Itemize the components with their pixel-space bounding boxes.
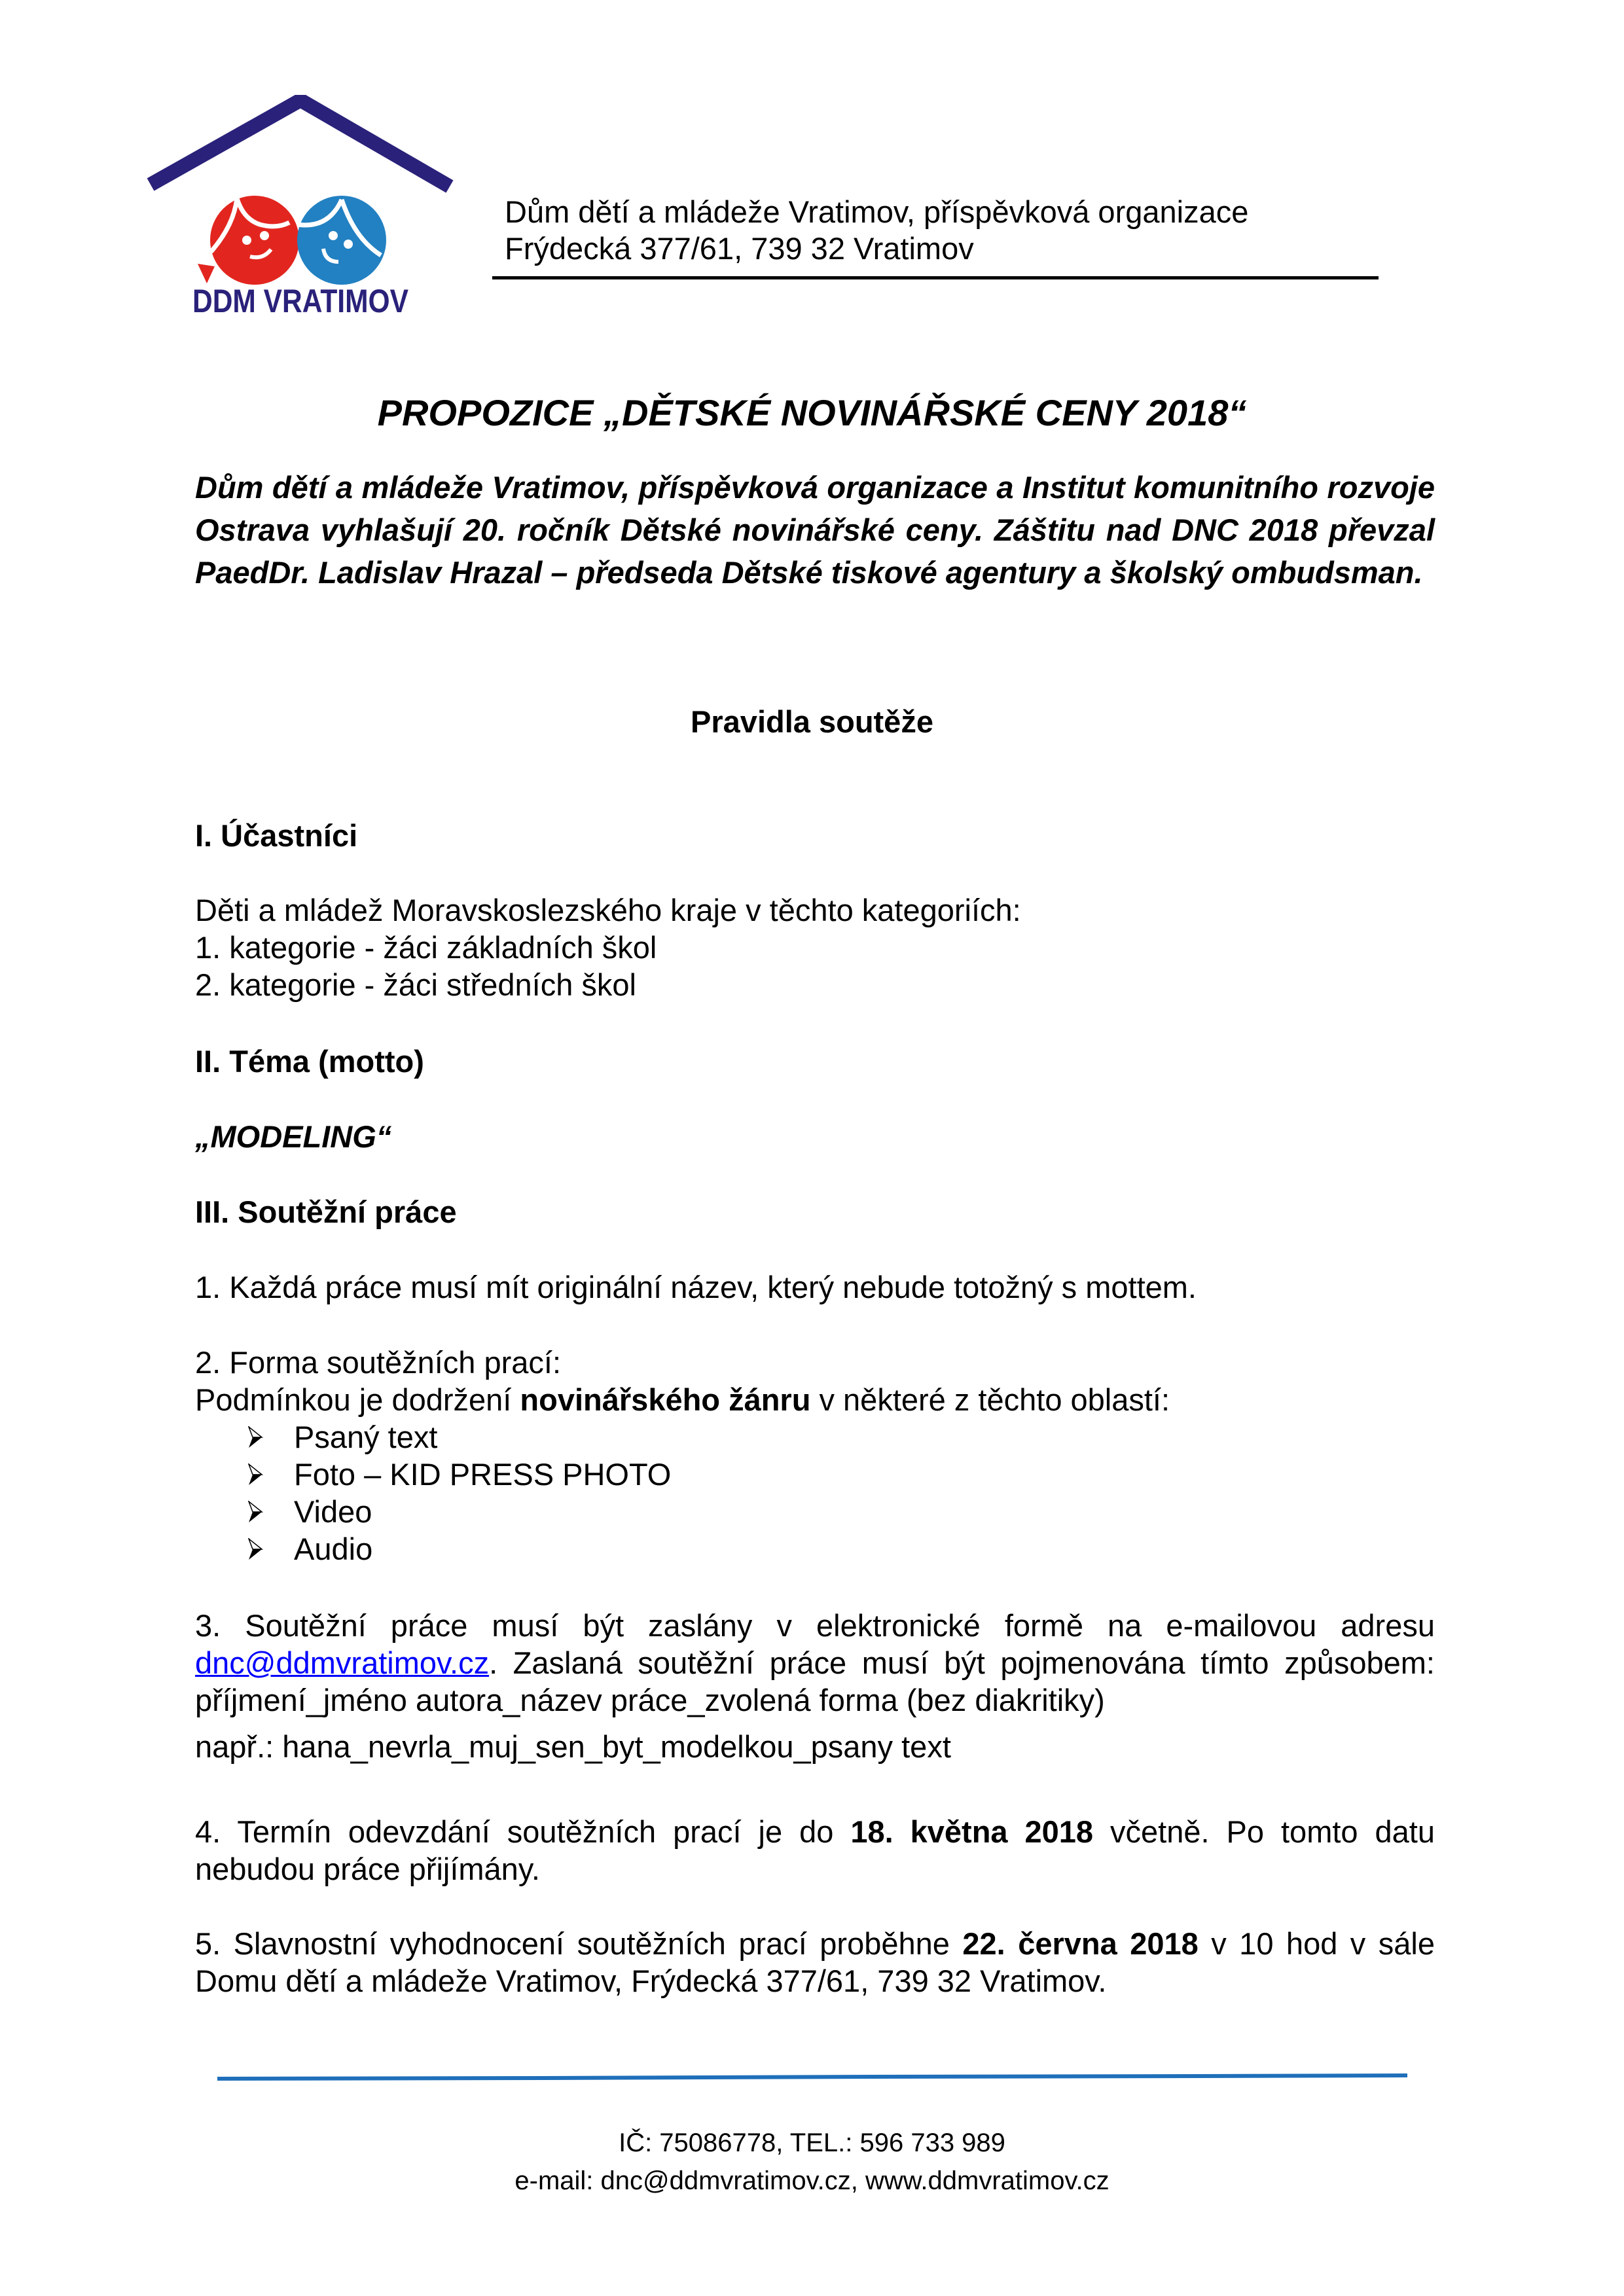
arrow-bullet-icon (247, 1463, 263, 1486)
document-title: PROPOZICE „DĚTSKÉ NOVINÁŘSKÉ CENY 2018“ (377, 392, 1247, 433)
ddm-vratimov-logo (145, 95, 456, 321)
section-1-heading: I. Účastníci (195, 818, 358, 853)
section-2-heading: II. Téma (motto) (195, 1044, 424, 1079)
rule-item-2-text (195, 1381, 1435, 1418)
rule-item-3-pre: 3. Soutěžní práce musí být zaslány v elektronické formě na e-mailovou adresu (195, 1608, 1435, 1643)
org-address: Frýdecká 377/61, 739 32 Vratimov (505, 231, 974, 266)
section-1-intro: Děti a mládež Moravskoslezského kraje v těchto kategoriích: (195, 893, 1021, 927)
rule-item-2-title: 2. Forma soutěžních prací: (195, 1345, 562, 1380)
girl-face-icon (198, 196, 299, 285)
form-label: Foto – KID PRESS PHOTO (294, 1457, 672, 1492)
rule-item-2-bold: novinářského žánru (520, 1382, 811, 1417)
roof-icon (151, 100, 450, 187)
rule-item-5 (195, 1925, 1435, 2000)
header-divider (492, 276, 1379, 279)
form-label: Audio (294, 1532, 373, 1566)
rule-item-3-post: . Zaslaná soutěžní práce musí být pojmenována tímto způsobem: příjmení_jméno autora_název práce_zvolená forma (bez diakritiky) (195, 1645, 1435, 1717)
category-item: 2. kategorie - žáci středních škol (195, 967, 636, 1002)
footer-contact: e-mail: dnc@ddmvratimov.cz, www.ddmvratimov.cz (514, 2166, 1110, 2195)
rule-item-2 (195, 1344, 1435, 1568)
section-3-heading: III. Soutěžní práce (195, 1194, 457, 1229)
rules-heading: Pravidla soutěže (691, 704, 933, 739)
rule-item-4-post: včetně. Po tomto datu nebudou práce přijímány. (195, 1814, 1435, 1886)
deadline-date: 18. května 2018 (850, 1814, 1094, 1849)
footer-divider (217, 2072, 1407, 2081)
naming-example: např.: hana_nevrla_muj_sen_byt_modelkou_psany text (195, 1729, 951, 1764)
rule-item-3 (195, 1607, 1435, 1719)
rule-item-5-pre: 5. Slavnostní vyhodnocení soutěžních prací proběhne (195, 1926, 963, 1961)
form-label: Psaný text (294, 1420, 438, 1454)
list-item (195, 1418, 1435, 1456)
arrow-bullet-icon (247, 1501, 263, 1523)
boy-face-icon (297, 196, 386, 285)
list-item (195, 1530, 1435, 1568)
arrow-bullet-icon (247, 1426, 263, 1448)
rule-item-1: 1. Každá práce musí mít originální název, který nebude totožný s mottem. (195, 1270, 1197, 1304)
logo-text: DDM VRATIMOV (192, 283, 409, 319)
email-link[interactable]: dnc@ddmvratimov.cz (195, 1645, 490, 1680)
section-1-body (195, 891, 1435, 1003)
rule-item-4-pre: 4. Termín odevzdání soutěžních prací je do (195, 1814, 851, 1849)
footer-ids: IČ: 75086778, TEL.: 596 733 989 (619, 2128, 1005, 2157)
motto: „MODELING“ (195, 1119, 392, 1154)
rule-item-4 (195, 1813, 1435, 1888)
org-name: Dům dětí a mládeže Vratimov, příspěvková organizace (505, 194, 1249, 229)
intro-paragraph: Dům dětí a mládeže Vratimov, příspěvková organizace a Institut komunitního rozvoje Ostrava vyhlašují 20. ročník Dětské novinářské ceny. Záštitu nad DNC 2018 převzal PaedDr. Ladislav Hrazal – předseda Dětské tiskové agentury a školský ombudsman. (195, 470, 1435, 590)
form-label: Video (294, 1494, 372, 1529)
arrow-bullet-icon (247, 1538, 263, 1560)
rule-item-2-pre: Podmínkou je dodržení (195, 1382, 520, 1417)
rule-item-5-post: v 10 hod v sále Domu dětí a mládeže Vratimov, Frýdecká 377/61, 739 32 Vratimov. (195, 1926, 1435, 1998)
category-item: 1. kategorie - žáci základních škol (195, 930, 657, 965)
list-item (195, 1493, 1435, 1530)
ceremony-date: 22. června 2018 (962, 1926, 1199, 1961)
rule-item-2-post: v některé z těchto oblastí: (810, 1382, 1170, 1417)
list-item (195, 1456, 1435, 1493)
forms-list (195, 1418, 1435, 1568)
